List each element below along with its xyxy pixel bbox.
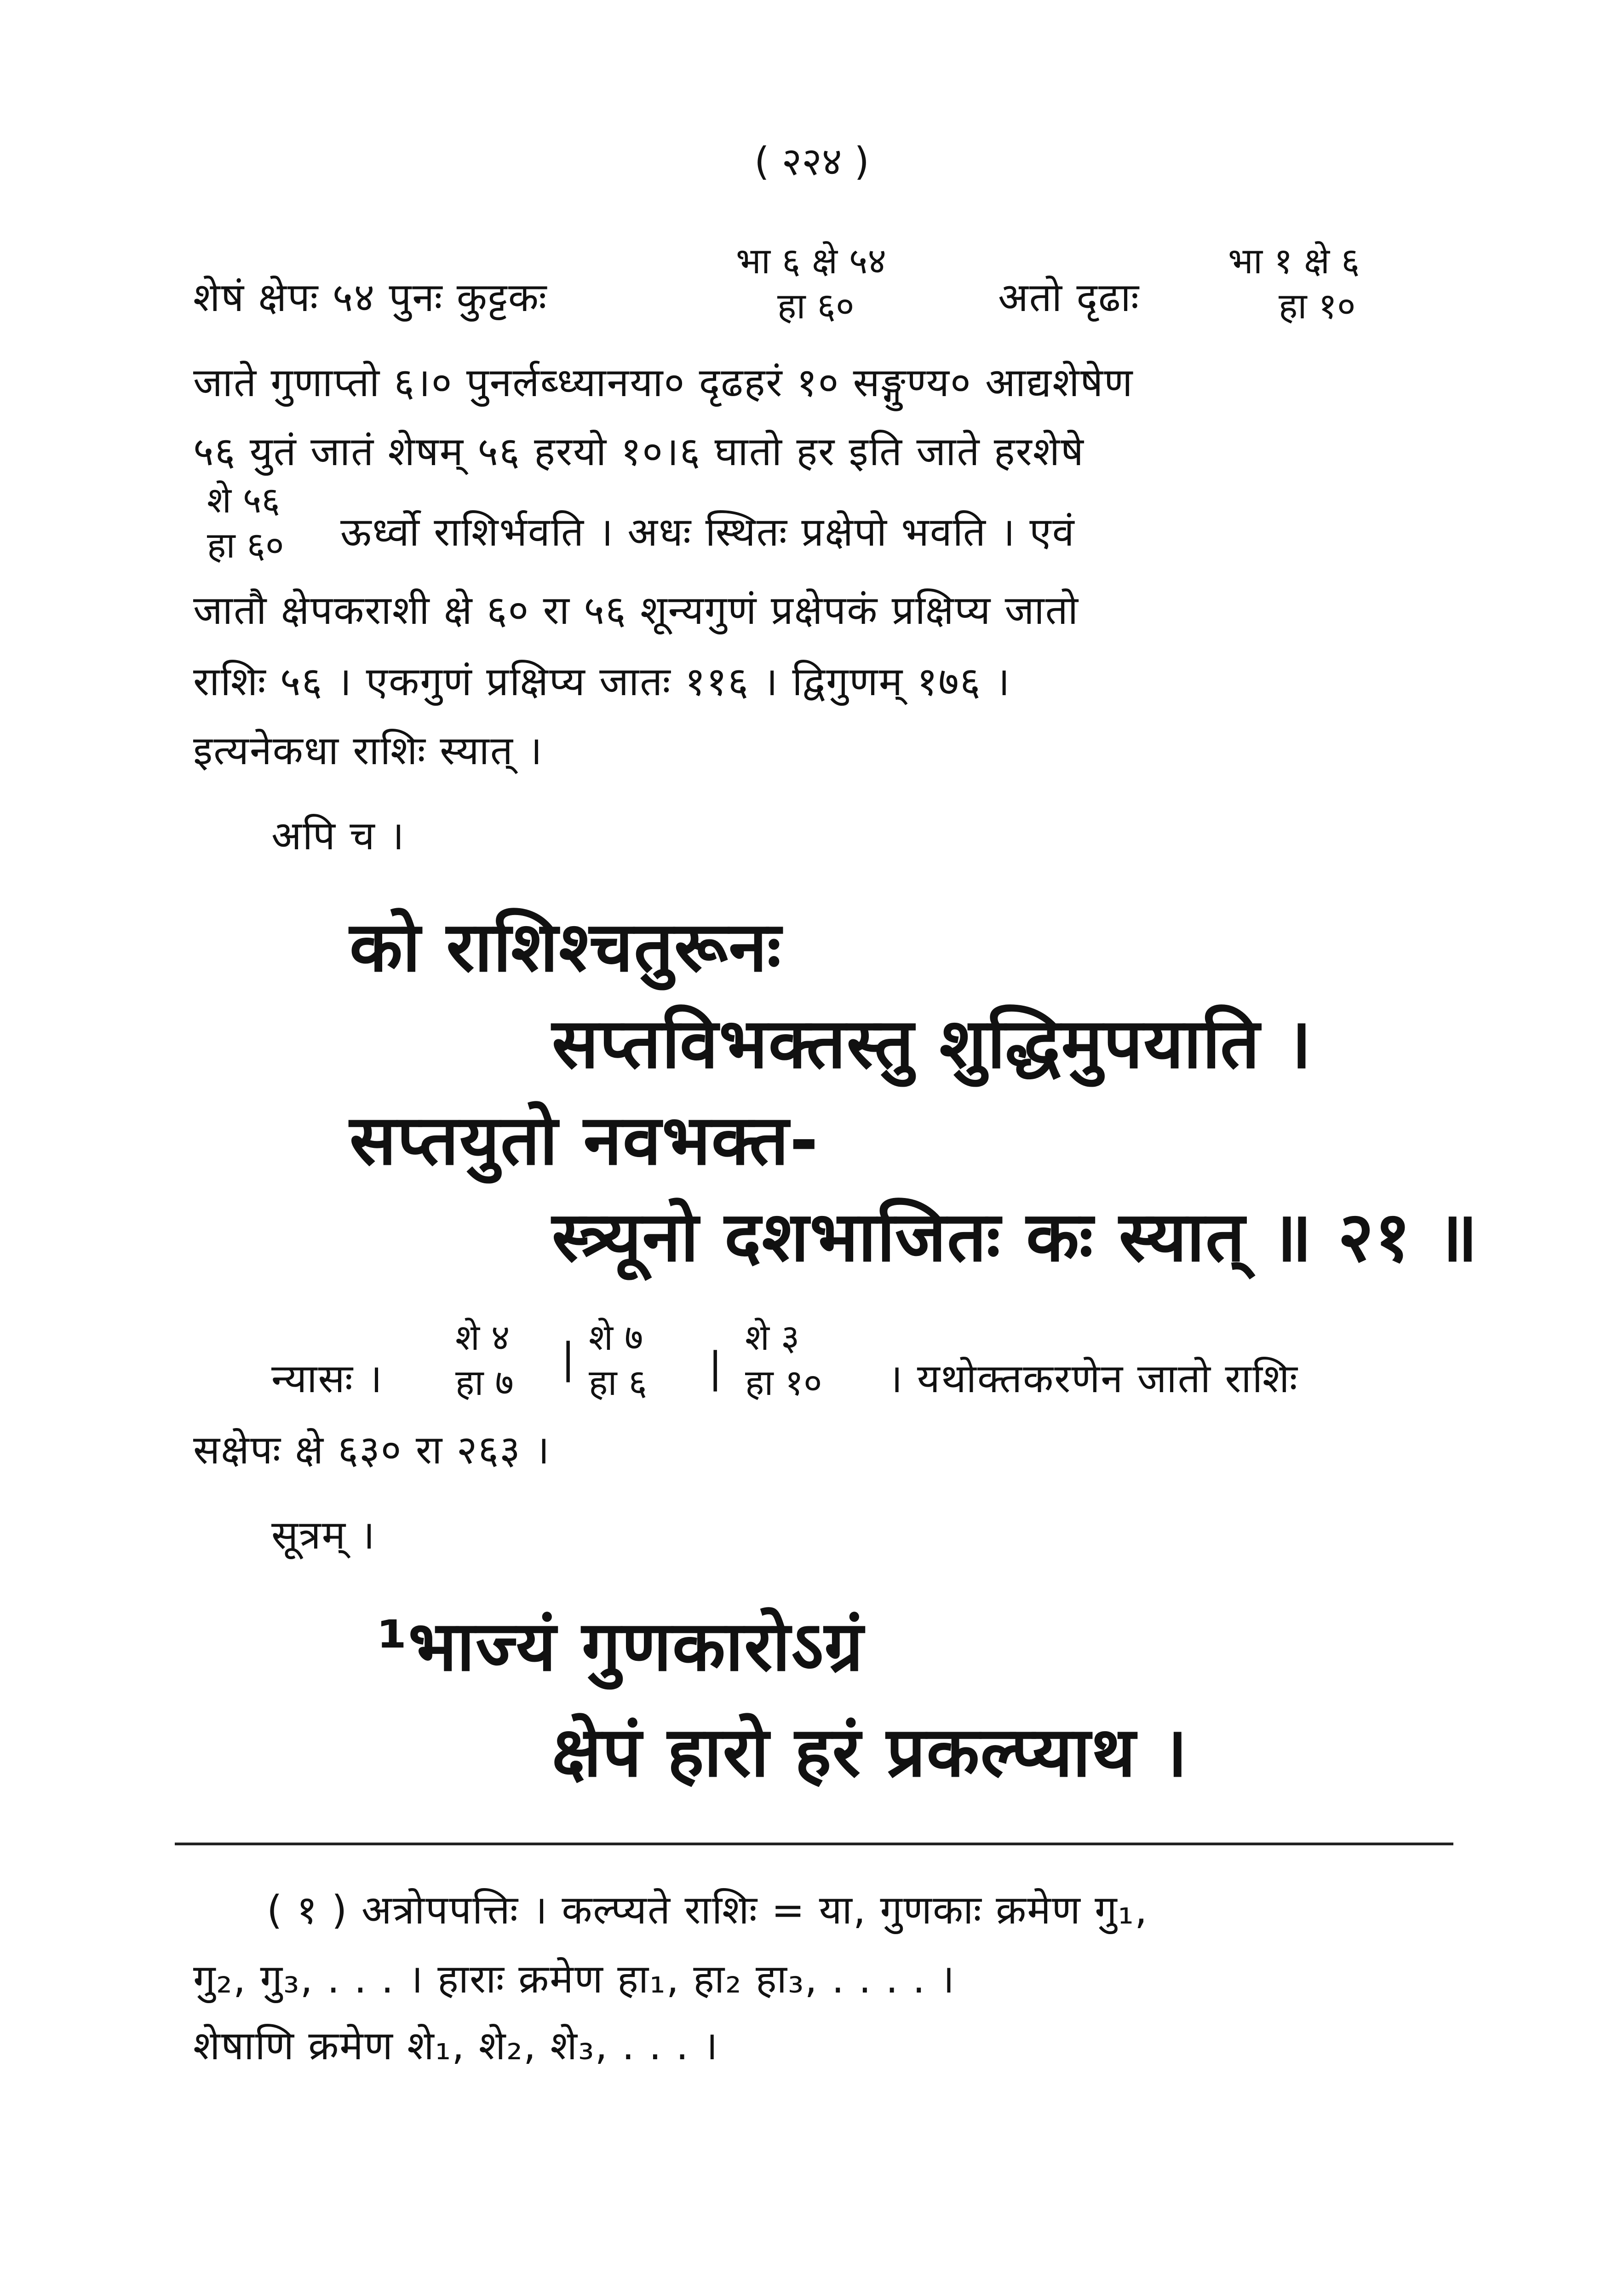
fraction-denominator: हा १० <box>1279 285 1356 327</box>
fraction-numerator: शे ३ <box>745 1317 800 1359</box>
verse1-line1: को राशिश्चतुरूनः <box>350 907 782 987</box>
fraction-numerator: शे ७ <box>589 1317 643 1359</box>
api-ca: अपि च । <box>271 813 405 859</box>
para1-line3: ५६ युतं जातं शेषम् ५६ हरयो १०।६ घातो हर इति जाते हरशेषे <box>193 429 1085 475</box>
separator-bar: | <box>708 1343 723 1392</box>
footnote-line1: ( १ ) अत्रोपपत्तिः । कल्प्यते राशिः = या, गुणकाः क्रमेण गु₁, <box>267 1887 1148 1933</box>
fraction-numerator: शे ५६ <box>207 480 280 521</box>
para1-line4: ऊर्ध्वो राशिर्भवति । अधः स्थितः प्रक्षेपो भवति । एवं <box>340 509 1075 555</box>
fraction-numerator: शे ४ <box>455 1317 510 1359</box>
fraction-denominator: हा १० <box>745 1362 822 1404</box>
fraction-denominator: हा ६० <box>207 524 284 566</box>
nyasa-fraction-2 <box>589 1316 647 1405</box>
nyasa-fraction-3 <box>745 1316 822 1405</box>
verse1-line3: सप्तयुतो नवभक्त- <box>350 1100 819 1181</box>
nyasa-tail: । यथोक्तकरणेन जातो राशिः <box>888 1356 1298 1402</box>
para1-line5: जातौ क्षेपकराशी क्षे ६० रा ५६ शून्यगुणं प्रक्षेपकं प्रक्षिप्य जातो <box>193 588 1079 634</box>
para1-line7: इत्यनेकधा राशिः स्यात् । <box>193 728 543 774</box>
fraction-numerator: भा १ क्षे ६ <box>1228 241 1360 282</box>
verse1-line4: स्त्र्यूनो दशभाजितः कः स्यात् ॥ २१ ॥ <box>552 1197 1479 1277</box>
nyasa-fraction-1 <box>455 1316 514 1405</box>
verse2-line2: क्षेपं हारो हरं प्रकल्प्याथ । <box>552 1712 1188 1792</box>
para1-line1-b: अतो दृढाः <box>998 275 1140 321</box>
verse1-line2: सप्तविभक्तस्तु शुद्धिमुपयाति । <box>552 1004 1313 1084</box>
nyasa-line2: सक्षेपः क्षे ६३० रा २६३ । <box>193 1427 551 1473</box>
fraction-denominator: हा ६ <box>589 1362 647 1404</box>
footnote-line3: शेषाणि क्रमेण शे₁, शे₂, शे₃, . . . । <box>193 2023 719 2069</box>
nyasa-label: न्यासः । <box>271 1356 383 1402</box>
fraction-she56-ha60 <box>207 478 284 568</box>
fraction-numerator: भा ६ क्षे ५४ <box>736 241 887 282</box>
page-number: ( २२४ ) <box>754 139 869 184</box>
footnote-line2: गु₂, गु₃, . . . । हाराः क्रमेण हा₁, हा₂ हा₃, . . . . । <box>193 1956 956 2002</box>
para1-line1-a: शेषं क्षेपः ५४ पुनः कुट्टकः <box>193 275 548 321</box>
verse2-line1: ¹भाज्यं गुणकारोऽग्रं <box>377 1607 864 1687</box>
para1-line6: राशिः ५६ । एकगुणं प्रक्षिप्य जातः ११६ । द्विगुणम् १७६ । <box>193 659 1011 705</box>
footnote-divider <box>175 1843 1453 1845</box>
fraction-bha1-ha10 <box>1228 239 1360 329</box>
fraction-denominator: हा ६० <box>777 285 855 327</box>
separator-bar: | <box>561 1334 575 1382</box>
sutram-heading: सूत्रम् । <box>271 1512 376 1558</box>
fraction-bha6-ha60 <box>736 239 886 329</box>
para1-line2: जाते गुणाप्तो ६।० पुनर्लब्ध्यानया० दृढहरं १० सङ्गुण्य० आद्यशेषेण <box>193 360 1134 406</box>
fraction-denominator: हा ७ <box>455 1362 514 1404</box>
